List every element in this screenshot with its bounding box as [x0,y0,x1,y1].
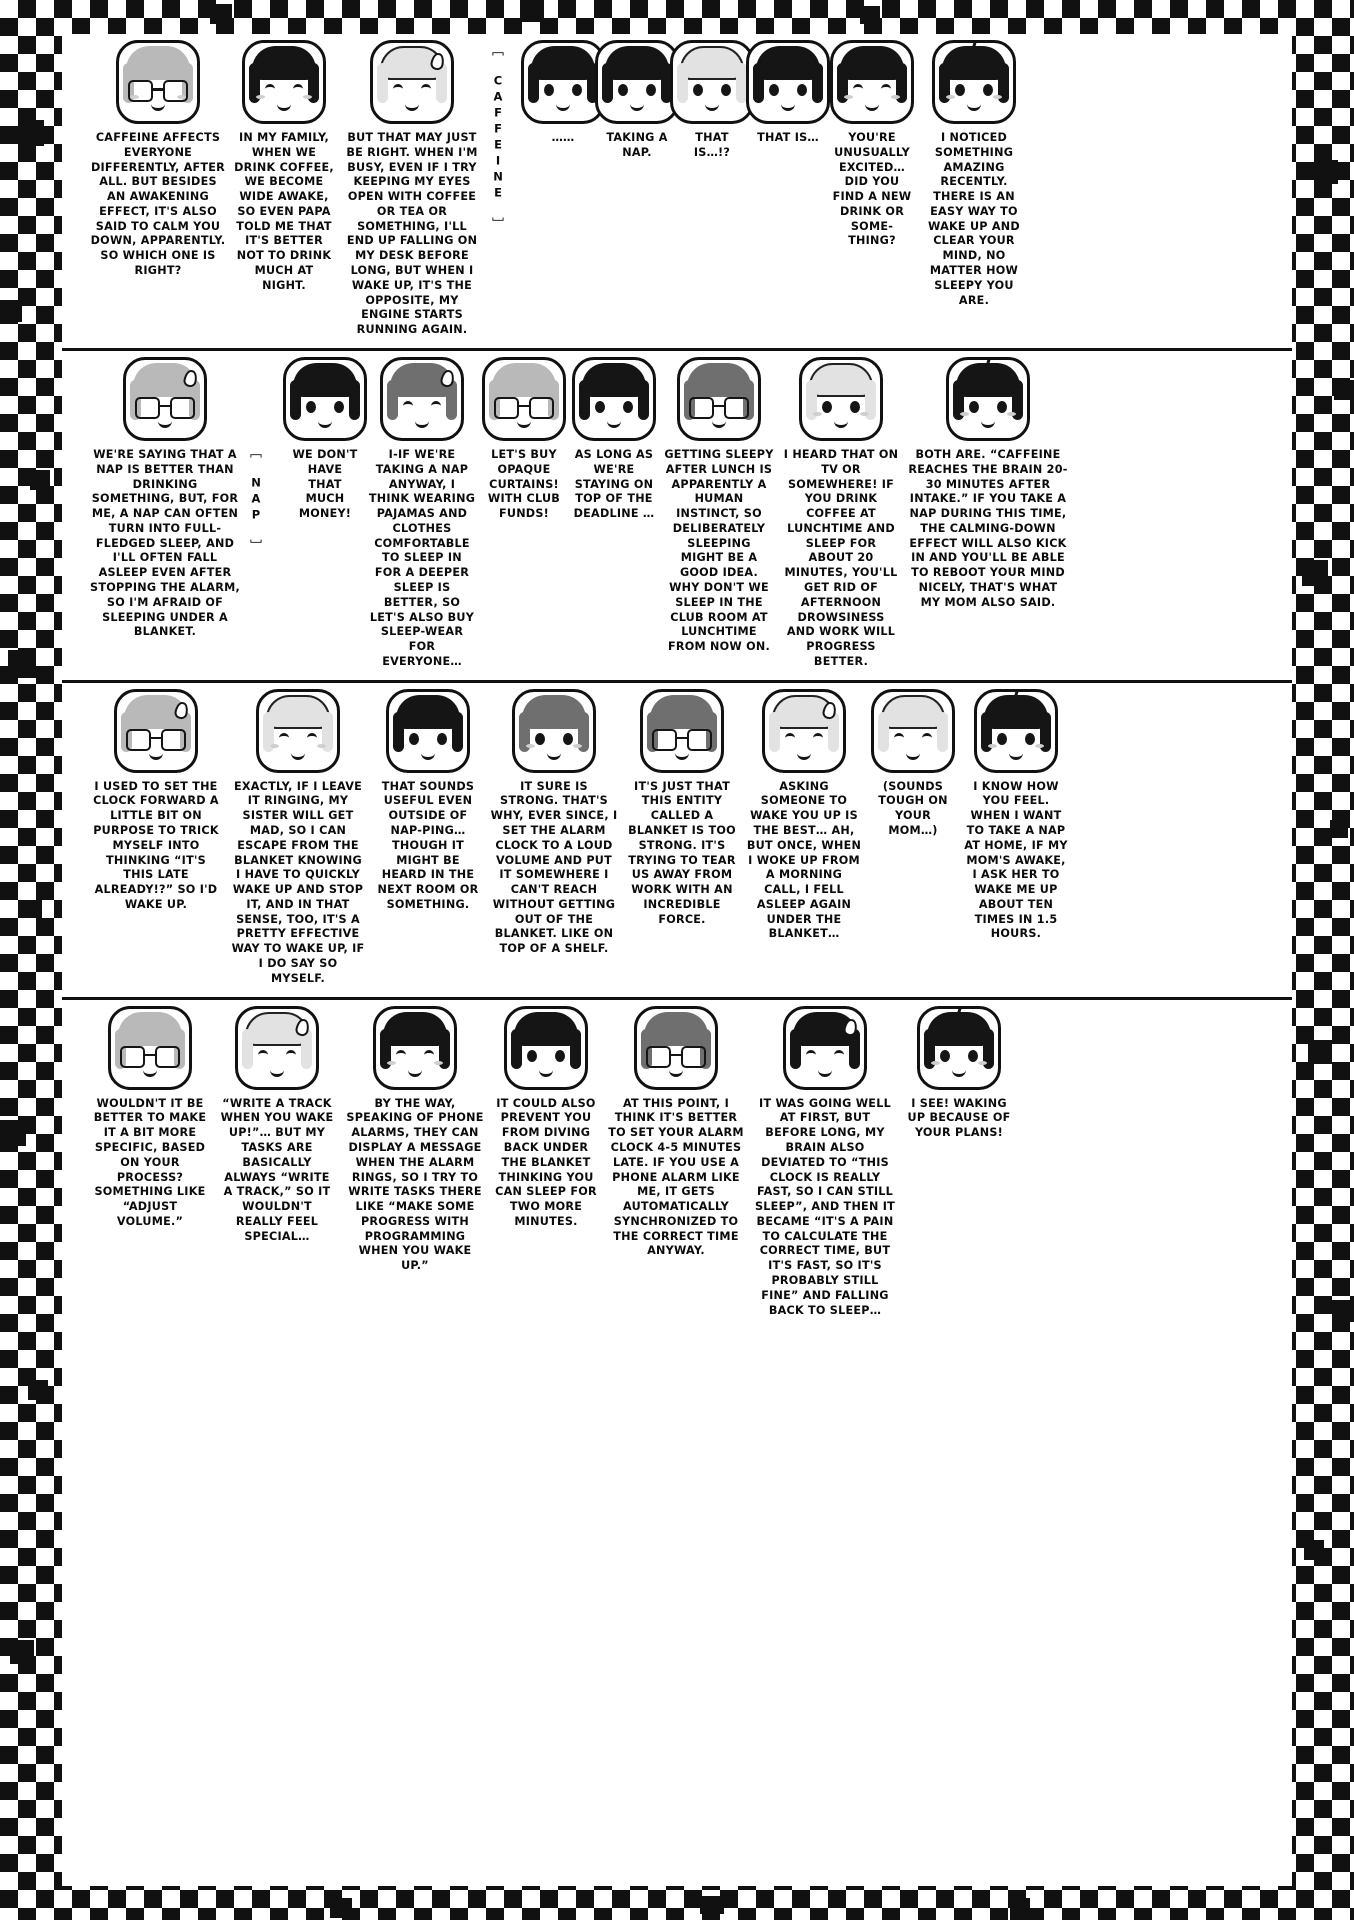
section-tag-nap [244,357,286,553]
comic-panel [526,40,600,146]
character-face-icon [482,357,566,441]
comic-panel [480,357,568,522]
dialogue-text: AT THIS POINT, I THINK IT'S BETTER TO SET YOUR ALARM CLOCK 4-5 MINUTES LATE. IF YOU USE A PHONE ALARM LIKE ME, IT GETS AUTOMATICALLY SYNCHRONIZED TO THE CORRECT TIME ANYWAY. [608,1096,744,1258]
comic-strip-2 [62,348,1292,680]
comic-panel [866,689,960,839]
comic-panel [486,689,622,957]
dialogue-text: I SEE! WAKING UP BECAUSE OF YOUR PLANS! [907,1096,1011,1140]
comic-panel [86,357,244,640]
dialogue-text: IN MY FAMILY, WHEN WE DRINK COFFEE, WE BECOME WIDE AWAKE, SO EVEN PAPA TOLD ME THAT IT'S BETTER NOT TO DRINK MUCH AT NIGHT. [234,131,334,292]
character-face-icon [521,40,605,124]
dialogue-text: THAT IS… [757,131,819,144]
character-face-icon [974,689,1058,773]
character-face-icon [595,40,679,124]
dialogue-text: BUT THAT MAY JUST BE RIGHT. WHEN I'M BUSY, EVEN IF I TRY KEEPING MY EYES OPEN WITH COFFEE OR TEA OR SOMETHING, I'LL END UP FALLING ON MY DESK BEFORE LONG, BUT WHEN I WAKE UP, IT'S THE OPPOSITE, MY ENGINE STARTS RUNNING AGAIN. [346,131,478,337]
dialogue-text: I NOTICED SOMETHING AMAZING RECENTLY. THERE IS AN EASY WAY TO WAKE UP AND CLEAR YOUR MIND, NO MATTER HOW SLEEPY YOU ARE. [928,131,1020,307]
character-face-icon [946,357,1030,441]
comic-panel [904,357,1072,611]
section-tag-label: ［ NAP ］ [249,445,263,553]
dialogue-text: TAKING A NAP. [606,131,668,159]
section-tag-caffeine [486,40,526,231]
dialogue-text: THAT IS…!? [693,131,731,159]
dialogue-text: WOULDN'T IT BE BETTER TO MAKE IT A BIT MORE SPECIFIC, BASED ON YOUR PROCESS? SOMETHING LIKE “ADJUST VOLUME.” [93,1096,207,1228]
comic-panel [338,40,486,338]
comic-panel [214,1006,340,1245]
character-face-icon [746,40,830,124]
comic-panel [660,357,778,655]
character-face-icon [830,40,914,124]
comic-strip-3 [62,680,1292,997]
character-face-icon [235,1006,319,1090]
comic-strip-1 [62,34,1292,348]
comic-panel [568,357,660,522]
character-face-icon [256,689,340,773]
dialogue-text: (SOUNDS TOUGH ON YOUR MOM…) [878,779,948,837]
character-face-icon [932,40,1016,124]
character-face-icon [871,689,955,773]
dialogue-text: GETTING SLEEPY AFTER LUNCH IS APPARENTLY A HUMAN INSTINCT, SO DELIBERATELY SLEEPING MIGHT BE A GOOD IDEA. WHY DON'T WE SLEEP IN THE CLUB ROOM AT LUNCHTIME FROM NOW ON. [664,447,774,654]
character-face-icon [762,689,846,773]
comic-panel [86,40,230,279]
comic-page [62,34,1292,1886]
character-face-icon [370,40,454,124]
dialogue-text: LET'S BUY OPAQUE CURTAINS! WITH CLUB FUNDS! [487,447,561,521]
character-face-icon [670,40,754,124]
comic-panel [826,40,918,249]
comic-panel [230,40,338,294]
dialogue-text: BY THE WAY, SPEAKING OF PHONE ALARMS, THEY CAN DISPLAY A MESSAGE WHEN THE ALARM RINGS, SO I TRY TO WRITE TASKS THERE LIKE “MAKE SOME PROGRESS WITH PROGRAMMING WHEN YOU WAKE UP.” [346,1096,484,1273]
dialogue-text: THAT SOUNDS USEFUL EVEN OUTSIDE OF NAP-PING… THOUGH IT MIGHT BE HEARD IN THE NEXT ROOM OR SOMETHING. [377,779,479,911]
comic-panel [674,40,750,161]
dialogue-text: …… [551,131,575,144]
comic-panel [600,40,674,161]
dialogue-text: I KNOW HOW YOU FEEL. WHEN I WANT TO TAKE A NAP AT HOME, IF MY MOM'S AWAKE, I ASK HER TO WAKE ME UP ABOUT TEN TIMES IN 1.5 HOURS. [964,779,1068,941]
character-face-icon [799,357,883,441]
character-face-icon [114,689,198,773]
dialogue-text: BOTH ARE. “CAFFEINE REACHES THE BRAIN 20-30 MINUTES AFTER INTAKE.” IF YOU TAKE A NAP DURING THIS TIME, THE CALMING-DOWN EFFECT WILL ALSO KICK IN AND YOU'LL BE ABLE TO REBOOT YOUR MIND NICELY, THAT'S WHAT MY MOM ALSO SAID. [908,447,1068,609]
character-face-icon [512,689,596,773]
dialogue-text: IT COULD ALSO PREVENT YOU FROM DIVING BACK UNDER THE BLANKET THINKING YOU CAN SLEEP FOR TWO MORE MINUTES. [495,1096,597,1228]
comic-panel [370,689,486,913]
character-face-icon [783,1006,867,1090]
dialogue-text: IT SURE IS STRONG. THAT'S WHY, EVER SINCE, I SET THE ALARM CLOCK TO A LOUD VOLUME AND PUT IT SOMEWHERE I CAN'T REACH WITHOUT GETTING OUT OF THE BLANKET. LIKE ON TOP OF A SHELF. [490,779,618,956]
character-face-icon [572,357,656,441]
comic-panel [918,40,1030,308]
character-face-icon [380,357,464,441]
comic-panel [286,357,364,522]
dialogue-text: “WRITE A TRACK WHEN YOU WAKE UP!”… BUT MY TASKS ARE BASICALLY ALWAYS “WRITE A TRACK,” SO IT WOULDN'T REALLY FEEL SPECIAL… [220,1096,334,1243]
comic-panel [750,40,826,146]
character-face-icon [108,1006,192,1090]
character-face-icon [504,1006,588,1090]
comic-panel [86,1006,214,1230]
comic-strip-4 [62,997,1292,1329]
dialogue-text: WE DON'T HAVE THAT MUCH MONEY! [292,447,358,521]
dialogue-text: AS LONG AS WE'RE STAYING ON TOP OF THE DEADLINE … [573,447,655,521]
character-face-icon [283,357,367,441]
dialogue-text: I USED TO SET THE CLOCK FORWARD A LITTLE BIT ON PURPOSE TO TRICK MYSELF INTO THINKING “IT'S THIS LATE ALREADY!?” SO I'D WAKE UP. [93,779,219,911]
dialogue-text: IT'S JUST THAT THIS ENTITY CALLED A BLANKET IS TOO STRONG. IT'S TRYING TO TEAR US AWAY FROM WORK WITH AN INCREDIBLE FORCE. [628,779,736,926]
comic-panel [900,1006,1018,1141]
comic-panel [340,1006,490,1274]
comic-panel [602,1006,750,1260]
character-face-icon [242,40,326,124]
comic-panel [742,689,866,943]
comic-panel [622,689,742,928]
dialogue-text: WE'RE SAYING THAT A NAP IS BETTER THAN DRINKING SOMETHING, BUT, FOR ME, A NAP CAN OFTEN TURN INTO FULL-FLEDGED SLEEP, AND I'LL OFTEN FALL ASLEEP EVEN AFTER STOPPING THE ALARM, SO I'M AFRAID OF SLEEPING UNDER A BLANKET. [90,447,240,639]
dialogue-text: EXACTLY, IF I LEAVE IT RINGING, MY SISTER WILL GET MAD, SO I CAN ESCAPE FROM THE BLANKET KNOWING I HAVE TO QUICKLY WAKE UP AND STOP IT, AND IN THAT SENSE, TOO, IT'S A PRETTY EFFECTIVE WAY TO WAKE UP, IF I DO SAY SO MYSELF. [231,779,365,985]
dialogue-text: IT WAS GOING WELL AT FIRST, BUT BEFORE LONG, MY BRAIN ALSO DEVIATED TO “THIS CLOCK IS REALLY FAST, SO I CAN STILL SLEEP”, AND THEN IT BECAME “IT'S A PAIN TO CALCULATE THE CORRECT TIME, BUT IT'S FAST, SO IT'S PROBABLY STILL FINE” AND FALLING BACK TO SLEEP… [754,1096,896,1317]
dialogue-text: I-IF WE'RE TAKING A NAP ANYWAY, I THINK WEARING PAJAMAS AND CLOTHES COMFORTABLE TO SLEEP IN FOR A DEEPER SLEEP IS BETTER, SO LET'S ALSO BUY SLEEP-WEAR FOR EVERYONE… [368,447,476,668]
comic-panel [960,689,1072,943]
character-face-icon [123,357,207,441]
character-face-icon [640,689,724,773]
character-face-icon [677,357,761,441]
comic-panel [364,357,480,670]
comic-panel [750,1006,900,1319]
dialogue-text: I HEARD THAT ON TV OR SOMEWHERE! IF YOU DRINK COFFEE AT LUNCHTIME AND SLEEP FOR ABOUT 20 MINUTES, YOU'LL GET RID OF AFTERNOON DROWSINESS AND WORK WILL PROGRESS BETTER. [783,447,899,668]
comic-panel [490,1006,602,1230]
character-face-icon [373,1006,457,1090]
dialogue-text: YOU'RE UNUSUALLY EXCITED… DID YOU FIND A NEW DRINK OR SOME-THING? [832,131,912,248]
character-face-icon [386,689,470,773]
comic-panel [778,357,904,670]
character-face-icon [917,1006,1001,1090]
dialogue-text: CAFFEINE AFFECTS EVERYONE DIFFERENTLY, AFTER ALL. BUT BESIDES AN AWAKENING EFFECT, IT'S ALSO SAID TO CALM YOU DOWN, APPARENTLY. SO WHICH ONE IS RIGHT? [90,131,226,278]
comic-panel [86,689,226,913]
character-face-icon [116,40,200,124]
character-face-icon [634,1006,718,1090]
section-tag-label: ［ CAFFEINE ］ [491,44,505,231]
dialogue-text: ASKING SOMEONE TO WAKE YOU UP IS THE BEST… AH, BUT ONCE, WHEN I WOKE UP FROM A MORNING CALL, I FELL ASLEEP AGAIN UNDER THE BLANKET… [746,779,862,941]
comic-panel [226,689,370,987]
